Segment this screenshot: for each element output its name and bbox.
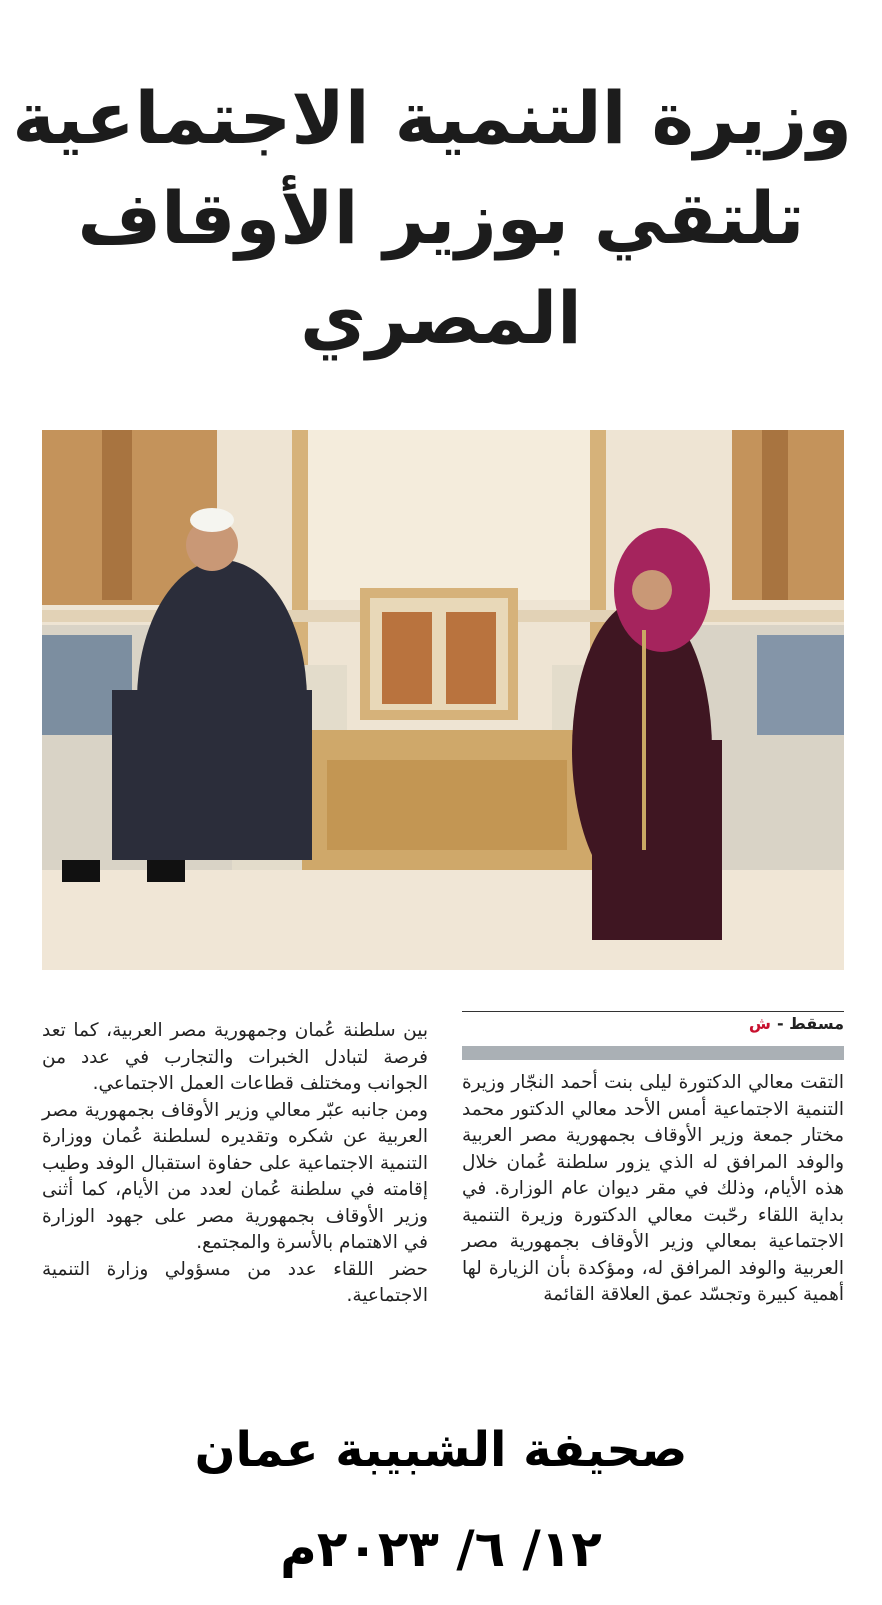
headline-line-2: تلتقي بوزير الأوقاف — [77, 176, 805, 260]
dateline-mark: ش — [748, 1014, 771, 1033]
headline-line-3: المصري — [300, 276, 582, 360]
article-paragraph: ومن جانبه عبّر معالي وزير الأوقاف بجمهورية مصر العربية عن شكره وتقديره لسلطنة عُمان ووزارة التنمية الاجتماعية على حفاوة استقبال الوفد وطيب إقامته في سلطنة عُمان لعدد من الأيام، كما أثنى وزير الأوقاف بجمهورية مصر على جهود الوزارة في الاهتمام بالأسرة والمجتمع. — [42, 1099, 428, 1253]
column-separator-bar — [462, 1046, 844, 1060]
dateline — [462, 1014, 844, 1038]
newspaper-name: صحيفة الشبيبة عمان — [194, 1422, 688, 1478]
article-left-column — [42, 1018, 428, 1310]
article-paragraph: التقت معالي الدكتورة ليلى بنت أحمد النجّار وزيرة التنمية الاجتماعية أمس الأحد معالي الدكتور محمد مختار جمعة وزير الأوقاف بجمهورية مصر العربية والوفد المرافق له الذي يزور سلطنة عُمان خلال هذه الأيام، وذلك في مقر ديوان عام الوزارة. في بداية اللقاء رحّبت معالي الدكتورة وزيرة التنمية الاجتماعية بمعالي وزير الأوقاف بجمهورية مصر العربية والوفد المرافق له، ومؤكدة بأن الزيارة لها أهمية كبيرة وتجسّد عمق العلاقة القائمة — [462, 1072, 844, 1305]
meeting-photo — [42, 430, 844, 970]
article-right-column — [462, 1070, 844, 1309]
article-paragraph: حضر اللقاء عدد من مسؤولي وزارة التنمية الاجتماعية. — [42, 1258, 428, 1306]
headline-line-1: وزيرة التنمية الاجتماعية — [12, 76, 852, 160]
dateline-city: مسقط - — [776, 1014, 844, 1033]
dateline-rule — [462, 1011, 844, 1012]
headline — [12, 68, 852, 368]
article-paragraph: بين سلطنة عُمان وجمهورية مصر العربية، كما تعد فرصة لتبادل الخبرات والتجارب في عدد من الجوانب ومختلف قطاعات العمل الاجتماعي. — [42, 1020, 428, 1094]
meeting-photo-illustration — [42, 430, 844, 970]
publication-date: ١٢/ ٦/ ٢٠٢٣م — [280, 1520, 602, 1578]
